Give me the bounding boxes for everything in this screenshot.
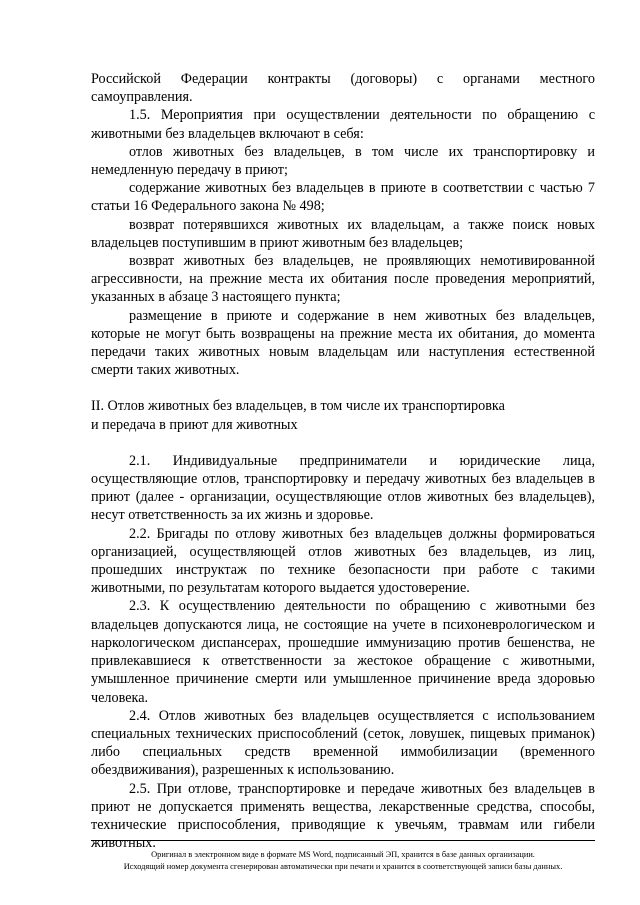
clause-2-3: 2.3. К осуществлению деятельности по обращению с животными без владельцев допускаются лица, не состоящие на учете в психоневрологическом и наркологическом диспансерах, прошедшие иммунизацию против бешенства, не привлекавшиеся к ответственности за жестокое обращение с животными, умышленное причинение смерти или умышленное причинение вреда здоровью человека. bbox=[91, 598, 595, 706]
list-item: отлов животных без владельцев, в том числе их транспортировку и немедленную передачу в приют; bbox=[91, 143, 595, 179]
list-item: содержание животных без владельцев в приюте в соответствии с частью 7 статьи 16 Федерального закона № 498; bbox=[91, 180, 595, 215]
clause-2-2: 2.2. Бригады по отлову животных без владельцев должны формироваться организацией, осуществляющей отлов животных без владельцев, из лиц, прошедших инструктаж по технике безопасности при работе с такими животными, по результатам которого выдается удостоверение. bbox=[91, 525, 595, 597]
clause-1-5: 1.5. Мероприятия при осуществлении деятельности по обращению с животными без владельцев включают в себя: bbox=[91, 107, 595, 142]
spacer bbox=[91, 434, 595, 452]
spacer bbox=[91, 379, 595, 397]
list-item: размещение в приюте и содержание в нем животных без владельцев, которые не могут быть возвращены на прежние места их обитания, до момента передачи таких животных новым владельцам или наступления естественной смерти таких животных. bbox=[91, 307, 595, 379]
page-footer bbox=[91, 840, 595, 873]
section-heading-line-2: и передача в приют для животных bbox=[91, 416, 298, 433]
footer-line-2: Исходящий номер документа сгенерирован автоматически при печати и хранится в соответствующей записи базы данных. bbox=[123, 862, 563, 871]
clause-2-4: 2.4. Отлов животных без владельцев осуществляется с использованием специальных технических приспособлений (сеток, ловушек, пищевых приманок) либо специальных средств временной иммобилизации (временного обездвиживания), разрешенных к использованию. bbox=[91, 707, 595, 779]
section-heading-line-1: II. Отлов животных без владельцев, в том числе их транспортировка bbox=[91, 398, 505, 415]
paragraph-continuation: Российской Федерации контракты (договоры) с органами местного самоуправления. bbox=[91, 71, 595, 106]
clause-2-1: 2.1. Индивидуальные предприниматели и юридические лица, осуществляющие отлов, транспортировку и передачу животных без владельцев в приют (далее - организации, осуществляющие отлов животных без владельцев), несут ответственность за их жизнь и здоровье. bbox=[91, 452, 595, 524]
clause-2-5: 2.5. При отлове, транспортировке и передаче животных без владельцев в приют не допускается применять вещества, лекарственные средства, способы, технические приспособления, приводящие к увечьям, травмам или гибели животных. bbox=[91, 780, 595, 852]
footer-line-1: Оригинал в электронном виде в формате MS Word, подписанный ЭП, хранится в базе данных организации. bbox=[151, 850, 535, 859]
list-item: возврат животных без владельцев, не проявляющих немотивированной агрессивности, на прежние места их обитания после проведения мероприятий, указанных в абзаце 3 настоящего пункта; bbox=[91, 253, 595, 306]
list-item: возврат потерявшихся животных их владельцам, а также поиск новых владельцев поступившим в приют животным без владельцев; bbox=[91, 216, 595, 251]
document-body bbox=[91, 70, 595, 852]
